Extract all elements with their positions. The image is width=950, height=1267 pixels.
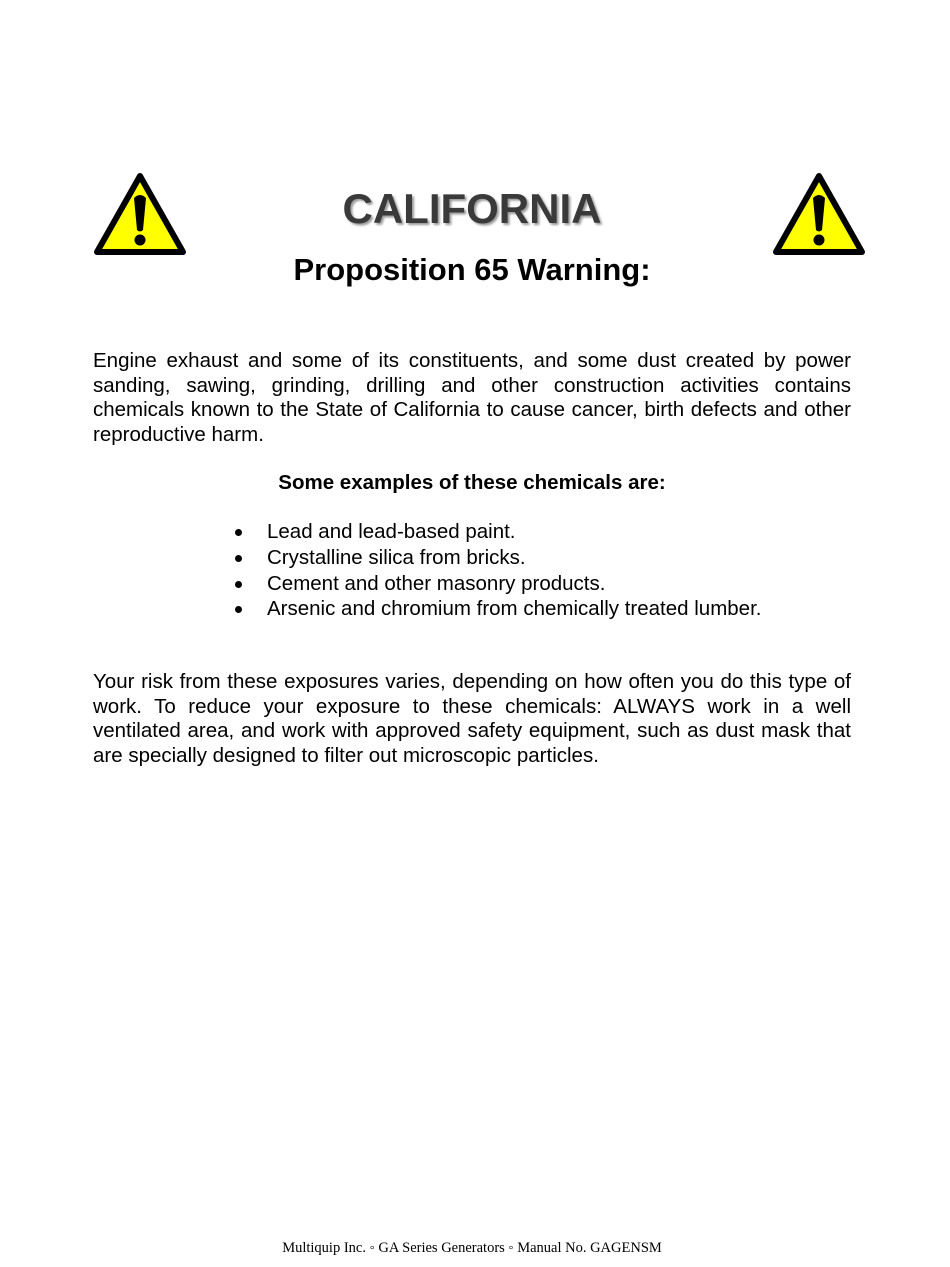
page-subtitle: Proposition 65 Warning: (293, 252, 651, 287)
list-item: Arsenic and chromium from chemically treated lumber. (230, 596, 870, 622)
list-item: Cement and other masonry products. (230, 571, 870, 597)
list-item: Crystalline silica from bricks. (230, 545, 870, 571)
page-title: CALIFORNIA (342, 185, 602, 232)
page-footer: Multiquip Inc. ◦ GA Series Generators ◦ Manual No. GAGENSM (282, 1240, 662, 1256)
examples-list (230, 519, 870, 622)
examples-heading: Some examples of these chemicals are: (278, 471, 666, 494)
list-item: Lead and lead-based paint. (230, 519, 870, 545)
risk-paragraph: Your risk from these exposures varies, depending on how often you do this type of work. To reduce your exposure to these chemicals: ALWAYS work in a well ventilated area, and work with approved safety equipment, such as dust mask that are specially designed to filter out microscopic particles. (93, 670, 851, 767)
warning-paragraph: Engine exhaust and some of its constituents, and some dust created by power sanding, sawing, grinding, drilling and other construction activities contains chemicals known to the State of California to cause cancer, birth defects and other reproductive harm. (93, 349, 851, 446)
